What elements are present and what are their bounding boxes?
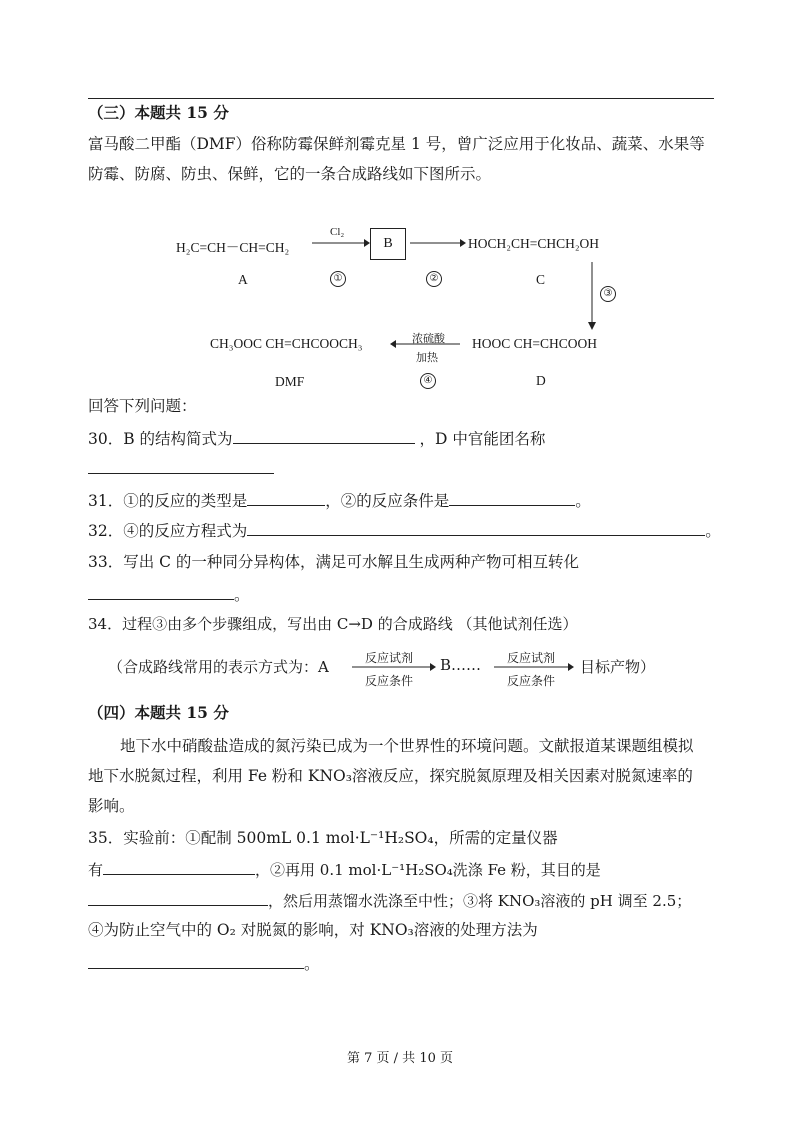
route-arrow-2 (494, 662, 574, 672)
q30-text-a: 30．B 的结构简式为 (88, 430, 233, 448)
intro-line-2: 防霉、防腐、防虫、保鲜，它的一条合成路线如下图所示。 (88, 165, 492, 183)
question-30 (88, 428, 545, 449)
q32-text: 32．④的反应方程式为 (88, 522, 248, 540)
q30-text-b: ，D 中官能团名称 (419, 430, 546, 448)
route-mid: B…… (440, 656, 482, 674)
route-condition-1: 反应条件 (364, 674, 413, 688)
q33-answer-line (88, 584, 250, 605)
questions-prompt: 回答下列问题： (88, 397, 197, 415)
label-d: D (536, 373, 546, 388)
q35-text-b1: 有 (88, 861, 104, 879)
intro-line-1: 富马酸二甲酯（DMF）俗称防霉保鲜剂霉克星 1 号，曾广泛应用于化妆品、蔬菜、水果等 (88, 135, 705, 153)
q31-blank-type[interactable] (247, 490, 325, 506)
route-reagent-1: 反应试剂 (364, 651, 413, 665)
q30-answer-line (88, 458, 274, 479)
q30-blank-functional-group[interactable] (88, 458, 274, 474)
question-32 (88, 520, 721, 541)
step-2-marker: ② (426, 271, 442, 287)
q31-text-a: 31．①的反应的类型是 (88, 492, 248, 510)
q31-blank-condition[interactable] (449, 490, 575, 506)
question-34: 34．过程③由多个步骤组成，写出由 C→D 的合成路线 （其他试剂任选） (88, 615, 578, 633)
q35-text-c: ，然后用蒸馏水洗涤至中性；③将 KNO₃溶液的 pH 调至 2.5； (268, 892, 692, 910)
question-35-line-2 (88, 859, 601, 880)
route-condition-2: 反应条件 (506, 674, 555, 688)
compound-dmf-formula: CH₃OOC CH=CHCOOCH₃ (210, 336, 363, 351)
page-footer: 第 7 页 / 共 10 页 (347, 1051, 453, 1066)
q35-end: 。 (304, 955, 320, 973)
label-c: C (536, 272, 546, 287)
question-33: 33．写出 C 的一种同分异构体，满足可水解且生成两种产物可相互转化 (88, 553, 579, 571)
question-35-line-4: ④为防止空气中的 O₂ 对脱氮的影响，对 KNO₃溶液的处理方法为 (88, 921, 538, 939)
question-35-line-1: 35．实验前：①配制 500mL 0.1 mol·L⁻¹H₂SO₄，所需的定量仪器 (88, 829, 558, 847)
question-35-line-5 (88, 953, 320, 974)
q35-blank-treatment[interactable] (88, 953, 304, 969)
compound-a-formula: H₂C=CH－CH=CH₂ (176, 240, 290, 255)
q31-end: 。 (575, 492, 591, 510)
step-4-marker: ④ (420, 373, 436, 389)
compound-b-box: B (370, 228, 406, 260)
step-1-marker: ① (330, 271, 346, 287)
route-end: 目标产物） (580, 658, 656, 676)
arrow-step-4 (390, 339, 460, 349)
q35-blank-purpose[interactable] (88, 890, 268, 906)
q35-blank-instruments[interactable] (103, 859, 255, 875)
section-4-para-2: 地下水脱氮过程，利用 Fe 粉和 KNO₃溶液反应，探究脱氮原理及相关因素对脱氮速率的 (88, 767, 693, 785)
compound-c-formula: HOCH₂CH=CHCH₂OH (468, 236, 600, 251)
section-4-para-1: 地下水中硝酸盐造成的氮污染已成为一个世界性的环境问题。文献报道某课题组模拟 (120, 737, 694, 755)
question-31 (88, 490, 591, 511)
arrow-step-2 (410, 238, 466, 248)
section-3-header: （三）本题共 15 分 (88, 103, 229, 122)
route-reagent-2: 反应试剂 (506, 651, 555, 665)
route-arrow-1 (352, 662, 436, 672)
q32-blank-equation[interactable] (247, 520, 705, 536)
compound-d-formula: HOOC CH=CHCOOH (472, 336, 598, 351)
arrow-step-1 (312, 238, 370, 248)
reagent-h2so4: 浓硫酸 (412, 333, 445, 345)
label-a: A (238, 272, 248, 287)
section-4-header: （四）本题共 15 分 (88, 703, 229, 722)
q31-text-b: ，②的反应条件是 (325, 492, 450, 510)
step-3-marker: ③ (600, 286, 616, 302)
question-35-line-3 (88, 890, 691, 911)
q33-blank-isomer[interactable] (88, 584, 234, 600)
q32-end: 。 (705, 522, 721, 540)
q30-blank-b-structure[interactable] (233, 428, 415, 444)
route-prefix: （合成路线常用的表示方式为：A (108, 658, 329, 676)
q33-end: 。 (234, 586, 250, 604)
top-rule (88, 98, 714, 99)
section-4-para-3: 影响。 (88, 797, 135, 815)
arrow-step-3 (586, 262, 598, 330)
label-dmf: DMF (275, 374, 305, 389)
q35-text-b2: ，②再用 0.1 mol·L⁻¹H₂SO₄洗涤 Fe 粉，其目的是 (255, 861, 601, 879)
condition-heat: 加热 (416, 352, 438, 364)
reagent-cl2: Cl₂ (330, 226, 345, 238)
